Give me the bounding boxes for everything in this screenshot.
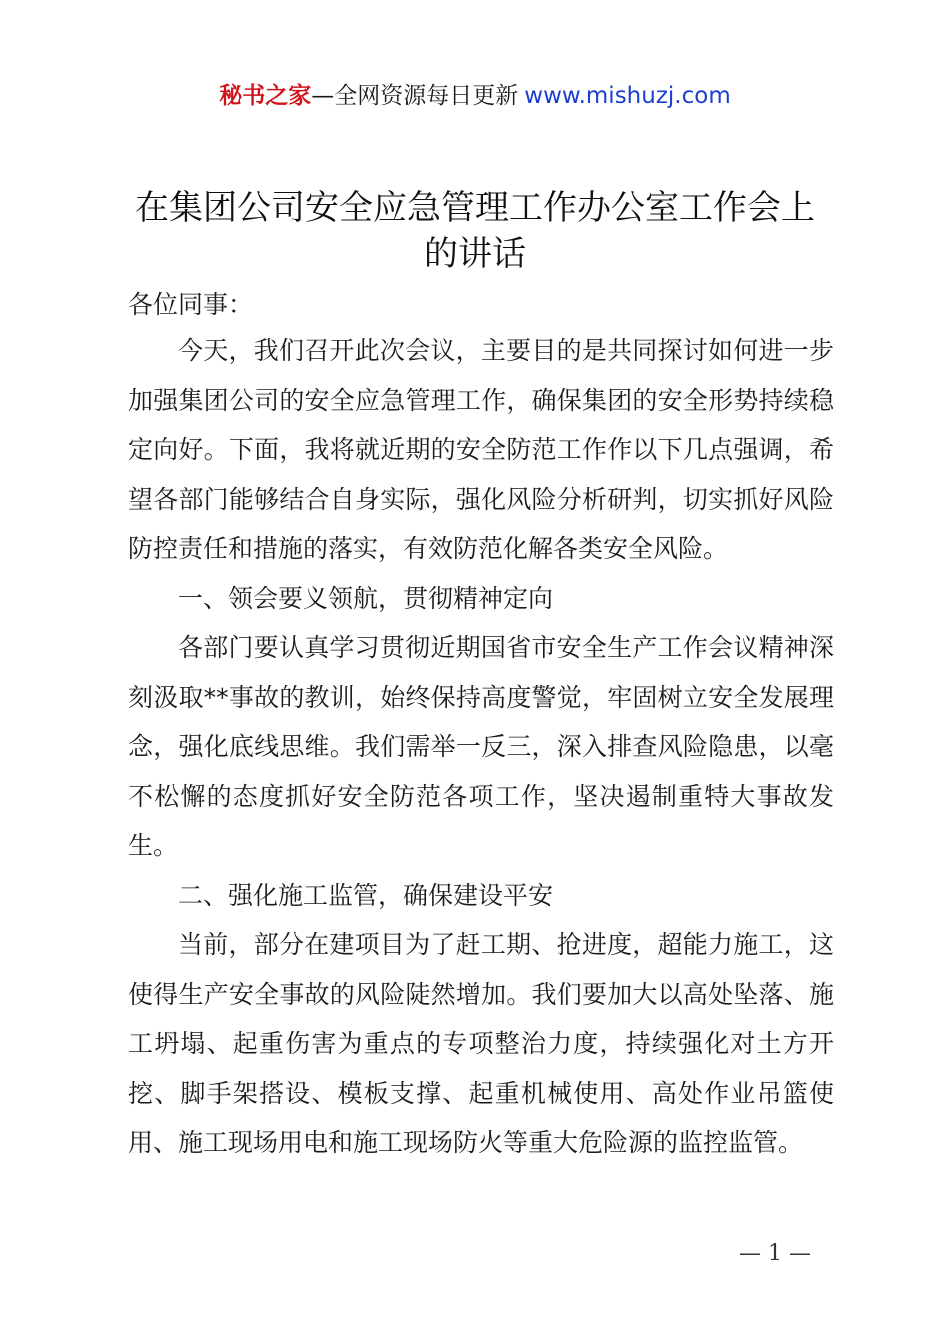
brand-name: 秘书之家 bbox=[219, 83, 312, 109]
page-number: — 1 — bbox=[739, 1241, 811, 1266]
section-heading-2: 二、强化施工监管，确保建设平安 bbox=[178, 880, 554, 910]
section-paragraph-1: 各部门要认真学习贯彻近期国省市安全生产工作会议精神深刻汲取**事故的教训，始终保持高度警觉，牢固树立安全发展理念，强化底线思维。我们需举一反三，深入排查风险隐患，以毫不松懈的态度抓好安全防范各项工作，坚决遏制重特大事故发生。 bbox=[128, 633, 834, 860]
page-header bbox=[0, 78, 950, 114]
greeting: 各位同事： bbox=[128, 290, 254, 319]
header-tagline: 全网资源每日更新 bbox=[334, 83, 519, 109]
document-body bbox=[128, 284, 834, 1168]
intro-paragraph: 今天，我们召开此次会议，主要目的是共同探讨如何进一步加强集团公司的安全应急管理工作，确保集团的安全形势持续稳定向好。下面，我将就近期的安全防范工作作以下几点强调，希望各部门能够结合自身实际，强化风险分析研判，切实抓好风险防控责任和措施的落实，有效防范化解各类安全风险。 bbox=[128, 336, 834, 563]
document-title: 在集团公司安全应急管理工作办公室工作会上的讲话 bbox=[135, 188, 815, 274]
section-heading-1: 一、领会要义领航，贯彻精神定向 bbox=[178, 583, 554, 613]
site-url-link[interactable]: www.mishuzj.com bbox=[524, 83, 731, 109]
section-paragraph-2: 当前，部分在建项目为了赶工期、抢进度，超能力施工，这使得生产安全事故的风险陡然增加。我们要加大以高处坠落、施工坍塌、起重伤害为重点的专项整治力度，持续强化对土方开挖、脚手架搭设、模板支撑、起重机械使用、高处作业吊篮使用、施工现场用电和施工现场防火等重大危险源的监控监管。 bbox=[128, 930, 834, 1157]
header-dash: — bbox=[311, 83, 335, 109]
